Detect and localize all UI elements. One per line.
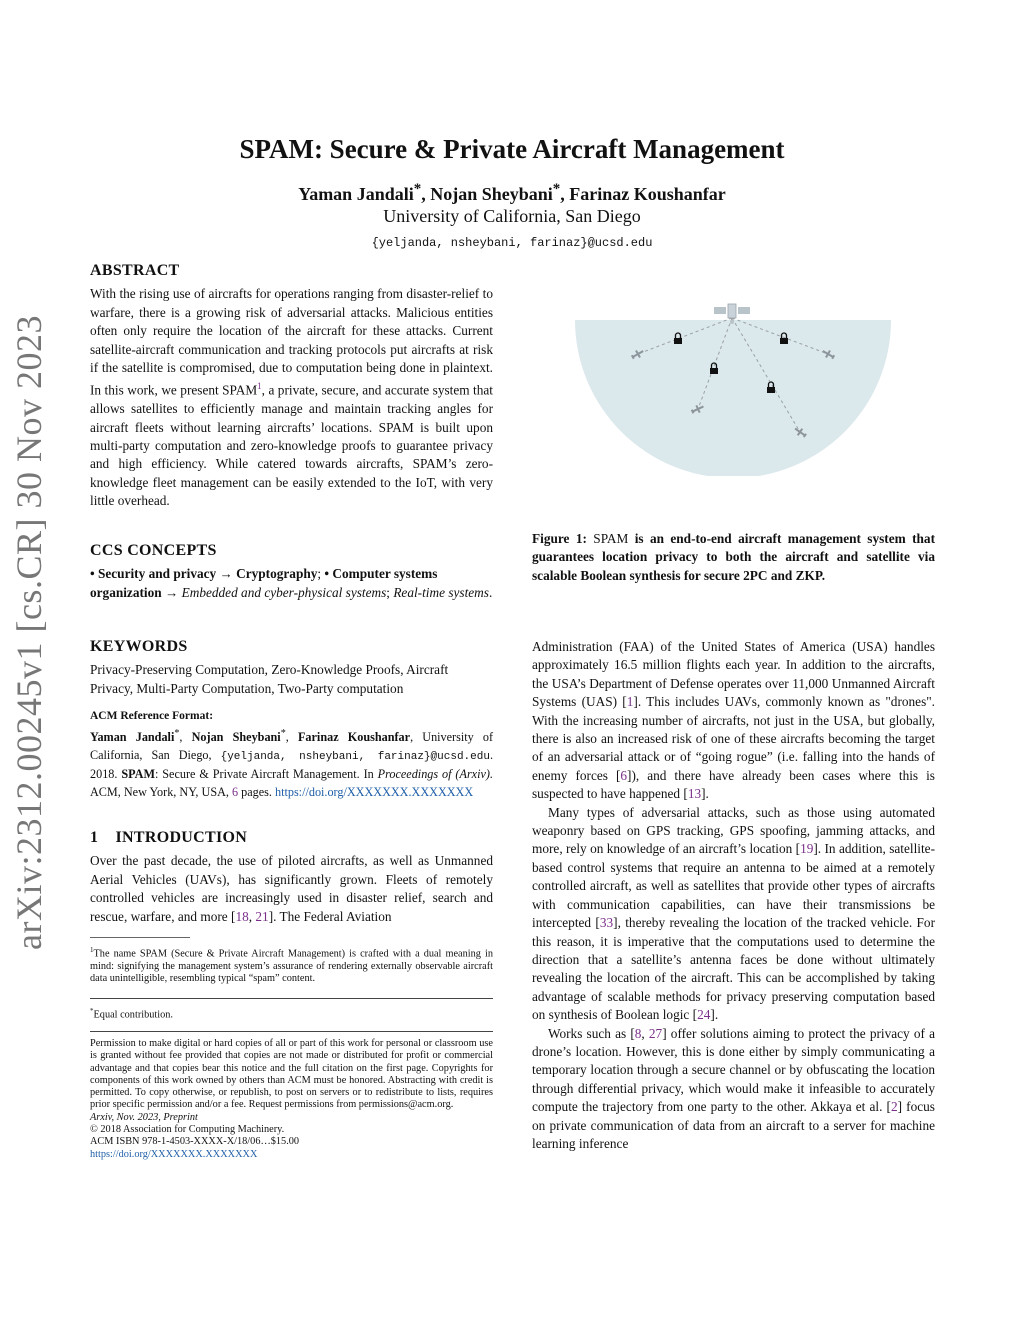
- arxiv-stamp: arXiv:2312.00245v1 [cs.CR] 30 Nov 2023: [9, 315, 49, 950]
- ccs-section: [90, 542, 493, 602]
- footnote-1: $^1$The name SPAM (Secure & Private Aircraft Management) is crafted with a dual meaning in mind: signifying the management system’s assurance of rendering externally observable aircraft data unintelligible, resembling typical “spam” content.: [90, 946, 493, 985]
- acm-reference-heading: ACM Reference Format:: [90, 710, 214, 722]
- cite-6[interactable]: 6: [620, 767, 628, 783]
- cite-13[interactable]: 13: [687, 786, 702, 802]
- cite-8[interactable]: 8: [634, 1025, 642, 1041]
- intro-left-text: Over the past decade, the use of piloted aircrafts, as well as Unmanned Aerial Vehicles (UAVs), has significantly grown. Fleets of remotely controlled vehicles are increasingly used in disaster relief, search and rescue, warfare, and more [18, 21]. The Federal Aviation: [90, 853, 493, 924]
- cite-27[interactable]: 27: [648, 1025, 663, 1041]
- permission-divider: [90, 1031, 493, 1032]
- permission-block: [90, 1038, 493, 1161]
- intro-heading: 1 INTRODUCTION: [90, 829, 248, 846]
- author-1: Yaman Jandali: [298, 184, 414, 204]
- cite-24[interactable]: 24: [697, 1007, 711, 1023]
- figure-1-diagram: [560, 296, 905, 476]
- permission-doi-link[interactable]: https://doi.org/XXXXXXX.XXXXXXX: [90, 1148, 258, 1160]
- keywords-heading: KEYWORDS: [90, 638, 188, 655]
- cite-18[interactable]: 18: [235, 908, 249, 924]
- isbn: ACM ISBN 978-1-4503-XXXX-X/18/06…$15.00: [90, 1136, 300, 1148]
- coverage-dome: [575, 320, 891, 476]
- ccs-text: • Security and privacy → Cryptography; • Computer systems organization → Embedded and cyber-physical systems; Real-time systems.: [90, 566, 493, 600]
- author-sep: ,: [421, 184, 431, 204]
- author-sep: ,: [560, 184, 570, 204]
- intro-paragraph-2: Many types of adversarial attacks, such as those using automated weaponry based on GPS tracking, GPS spoofing, jamming attacks, and more, rely on knowledge of an aircraft’s location [19]. In addition, satellite-based control systems that require an antenna to be aimed at a remotely controlled aircraft, as well as satellites that provide other types of aircrafts with communication capabilities, can have their transmissions be intercepted [33], thereby revealing the location of the tracked vehicle. For this reason, it is imperative that the computations used to determine the direction that a satellite’s antenna faces be done without ultimately revealing the location of the aircraft. This can be accomplished by taking advantage of scalable methods for privacy preserving computation based on synthesis of Boolean logic [24].: [532, 804, 936, 1023]
- paper-title: SPAM: Secure & Private Aircraft Management: [239, 134, 785, 164]
- author-2: Nojan Sheybani: [430, 184, 553, 204]
- acm-reference: [90, 708, 493, 801]
- keywords-text: Privacy-Preserving Computation, Zero-Knowledge Proofs, Aircraft Privacy, Multi-Party Computation, Two-Party computation: [90, 662, 449, 696]
- venue: Arxiv, Nov. 2023, Preprint: [90, 1111, 198, 1123]
- intro-paragraph-3: Works such as [8, 27] offer solutions aiming to protect the privacy of a drone’s location. However, this is done either by simply communicating a temporary location through a secure channel or by obfuscating the location through differential privacy, which would make it infeasible to accurately compute the trajectory from one party to the other. Akkaya et al. [2] focus on private communication of data from an aircraft to a server for machine learning inference: [532, 1025, 935, 1151]
- acm-reference-text: Yaman Jandali*, Nojan Sheybani*, Farinaz Koushanfar, University of California, San Diego, {yeljanda, nsheybani, farinaz}@ucsd.edu. 2018. SPAM: Secure & Private Aircraft Management. In Proceedings of (Arxiv). ACM, New York, NY, USA, 6 pages. https://doi.org/XXXXXXX.XXXXXXX: [90, 728, 494, 799]
- figure-1-caption: Figure 1: SPAM is an end-to-end aircraft management system that guarantees location privacy to both the aircraft and satellite via scalable Boolean synthesis for secure 2PC and ZKP.: [532, 531, 936, 583]
- footnote-rule: [90, 937, 190, 938]
- equal-contrib-mark: *: [552, 181, 561, 197]
- page-count-link[interactable]: 6: [232, 784, 239, 799]
- cite-33[interactable]: 33: [599, 915, 614, 931]
- cite-21[interactable]: 21: [255, 908, 269, 924]
- copyright: © 2018 Association for Computing Machinery.: [90, 1124, 285, 1136]
- abstract-text: With the rising use of aircrafts for operations ranging from disaster-relief to warfare, there is a growing risk of adversarial attacks. Malicious entities often only require the location of the aircraft for these attacks. Current satellite-aircraft communication and tracking protocols put aircrafts at risk if the satellite is compromised, due to computation being done in plaintext. In this work, we present SPAM$^1$, a private, secure, and accurate system that allows satellites to efficiently manage and maintain tracking angles for aircraft fleets without learning aircrafts’ locations. SPAM is built upon multi-party computation and zero-knowledge proofs to guarantee privacy and high efficiency. While catered towards aircrafts, SPAM’s zero-knowledge fleet management can be easily extended to the IoT, with very little overhead.: [90, 286, 493, 509]
- footnote-equal: *Equal contribution.: [90, 1007, 173, 1021]
- author-list: [0, 181, 1024, 205]
- cite-2[interactable]: 2: [890, 1099, 898, 1115]
- intro-section: [90, 829, 493, 926]
- abstract-section: [90, 262, 493, 511]
- intro-paragraph-1: Administration (FAA) of the United States of America (USA) handles approximately 16.5 million flights each year. In addition to the aircrafts, the USA’s Department of Defense operates over 11,000 Unmanned Aircraft Systems (UAS) [1]. This includes UAVs, commonly known as "drones". With the increasing number of aircrafts, not just in the USA, but globally, there is also an increased risk of one of these aircrafts becoming the target of an adversarial attack or of “going rogue” (i.e. falling into the hands of enemy forces [6]), and there have already been cases where this is suspected to have happened [13].: [532, 639, 935, 802]
- abstract-heading: ABSTRACT: [90, 262, 180, 279]
- doi-link[interactable]: https://doi.org/XXXXXXX.XXXXXXX: [274, 784, 474, 799]
- affiliation: University of California, San Diego: [383, 206, 641, 226]
- author-3: Farinaz Koushanfar: [569, 184, 726, 204]
- permission-text: Permission to make digital or hard copies of all or part of this work for personal or classroom use is granted without fee provided that copies are not made or distributed for profit or commercial advantage and that copies bear this notice and the full citation on the first page. Copyrights for components of this work owned by others than ACM must be honored. Abstracting with credit is permitted. To copy otherwise, or republish, to post on servers or to redistribute to lists, requires prior specific permission and/or a fee. Request permissions from permissions@acm.org.: [90, 1038, 493, 1111]
- footnote-divider: [90, 998, 493, 999]
- cite-1[interactable]: 1: [626, 694, 634, 710]
- author-emails: {yeljanda, nsheybani, farinaz}@ucsd.edu: [371, 236, 653, 250]
- keywords-section: [90, 638, 493, 698]
- footnote-1-ref[interactable]: 1: [257, 381, 262, 392]
- intro-right-text: [532, 638, 935, 1153]
- ccs-heading: CCS CONCEPTS: [90, 542, 217, 559]
- equal-contrib-mark: *: [413, 181, 422, 197]
- cite-19[interactable]: 19: [800, 841, 814, 857]
